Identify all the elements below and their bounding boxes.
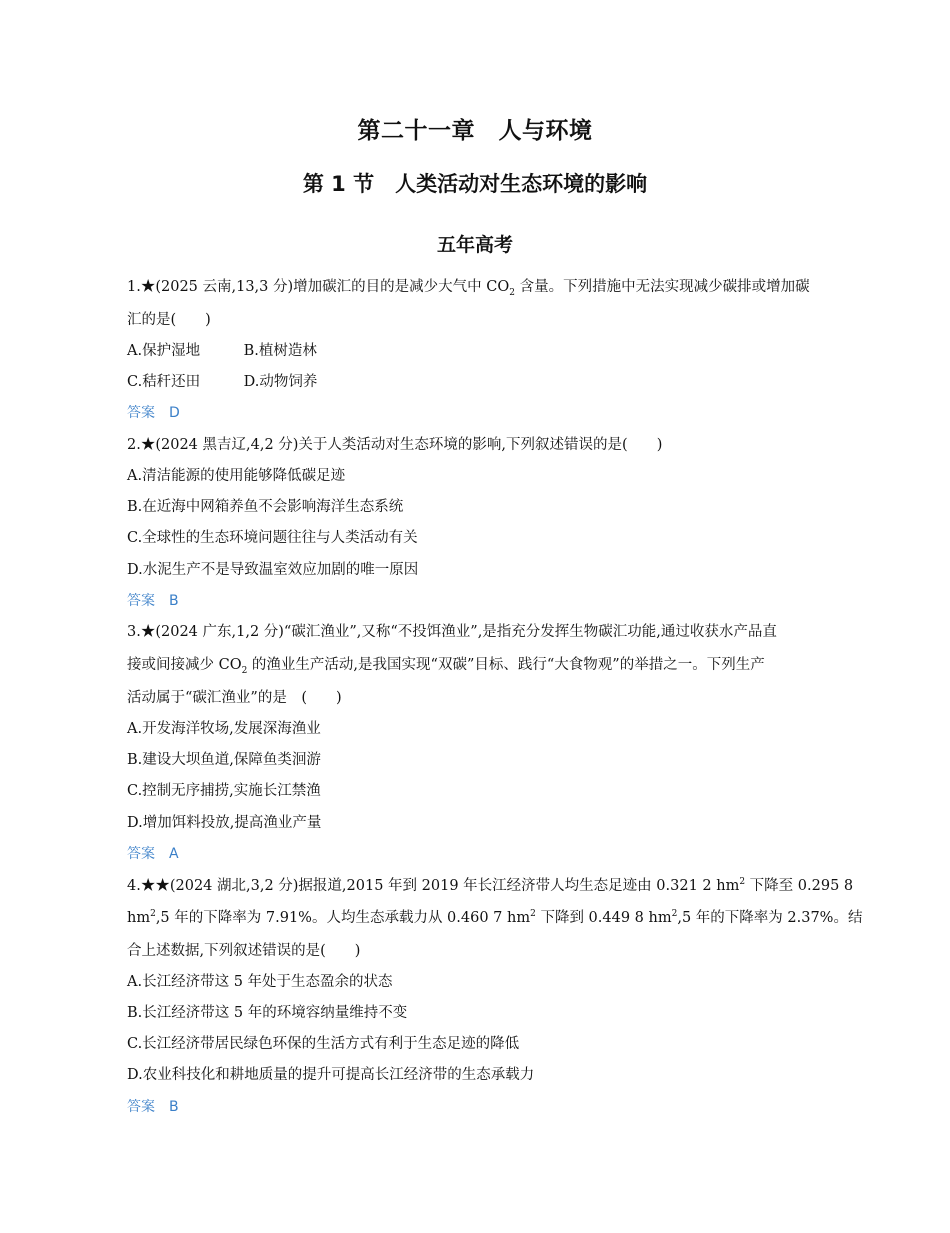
q1-stem-line1	[127, 277, 810, 297]
q3-option-d: D.增加饵料投放,提高渔业产量	[127, 815, 322, 831]
q4-stem-line3: 合上述数据,下列叙述错误的是( )	[127, 943, 361, 959]
q4-stem-text-d2: ,5 年的下降率为 2.37%。结	[677, 910, 863, 926]
q4-option-c: C.长江经济带居民绿色环保的生活方式有利于生态足迹的降低	[127, 1036, 520, 1052]
q1-stem-text-b: 含量。下列措施中无法实现减少碳排或增加碳	[515, 279, 810, 295]
q3-stem-text-b: 的渔业生产活动,是我国实现“双碳”目标、践行“大食物观”的举措之一。下列生产	[247, 657, 765, 673]
q1-stem-line2: 汇的是( )	[127, 312, 211, 328]
q4-option-b: B.长江经济带这 5 年的环境容纳量维持不变	[127, 1005, 408, 1021]
chapter-title: 第二十一章 人与环境	[357, 118, 593, 144]
q2-option-b: B.在近海中网箱养鱼不会影响海洋生态系统	[127, 499, 404, 515]
q3-option-b: B.建设大坝鱼道,保障鱼类洄游	[127, 752, 321, 768]
q3-answer: 答案 A	[127, 846, 179, 862]
q3-option-c: C.控制无序捕捞,实施长江禁渔	[127, 783, 321, 799]
q4-stem-text-b: 下降至 0.295 8	[745, 878, 854, 894]
q2-answer: 答案 B	[127, 593, 179, 609]
q4-option-a: A.长江经济带这 5 年处于生态盈余的状态	[127, 974, 393, 990]
q2-option-a: A.清洁能源的使用能够降低碳足迹	[127, 468, 346, 484]
q1-stem-text-a: 1.★(2025 云南,13,3 分)增加碳汇的目的是减少大气中 CO	[127, 279, 510, 295]
q3-stem-line2	[127, 655, 765, 675]
q4-answer: 答案 B	[127, 1099, 179, 1115]
q1-options-row2: C.秸秆还田 D.动物饲养	[127, 374, 318, 390]
q2-option-c: C.全球性的生态环境问题往往与人类活动有关	[127, 530, 418, 546]
subsection-title: 五年高考	[436, 234, 513, 256]
q4-stem-line2	[127, 908, 862, 928]
q3-stem-line1: 3.★(2024 广东,1,2 分)“碳汇渔业”,又称“不投饵渔业”,是指充分发挥生物碳汇功能,通过收获水产品直	[127, 624, 777, 640]
q4-stem-line1	[127, 876, 853, 896]
unit-superscript: 2	[150, 909, 156, 920]
unit-superscript: 2	[739, 877, 746, 888]
q4-stem-text-a: 4.★★(2024 湖北,3,2 分)据报道,2015 年到 2019 年长江经济带人均生态足迹由 0.321 2 hm	[127, 878, 740, 894]
q3-stem-text-a: 接或间接减少 CO	[127, 657, 242, 673]
q3-option-a: A.开发海洋牧场,发展深海渔业	[127, 721, 321, 737]
q4-stem-text-c2: 下降到 0.449 8 hm	[535, 910, 672, 926]
q2-option-d: D.水泥生产不是导致温室效应加剧的唯一原因	[127, 562, 419, 578]
q2-stem: 2.★(2024 黑吉辽,4,2 分)关于人类活动对生态环境的影响,下列叙述错误的是( )	[127, 437, 663, 453]
unit-superscript: 2	[671, 909, 678, 920]
q4-stem-text-b2: ,5 年的下降率为 7.91%。人均生态承载力从 0.460 7 hm	[155, 910, 531, 926]
co2-subscript: 2	[509, 287, 515, 298]
q4-stem-text-a2: hm	[127, 910, 151, 926]
q4-option-d: D.农业科技化和耕地质量的提升可提高长江经济带的生态承载力	[127, 1067, 535, 1083]
section-title: 第 1 节 人类活动对生态环境的影响	[302, 172, 648, 196]
q1-answer: 答案 D	[127, 405, 180, 421]
q3-stem-line3: 活动属于“碳汇渔业”的是 ( )	[127, 690, 342, 706]
q1-options-row1: A.保护湿地 B.植树造林	[127, 343, 317, 359]
unit-superscript: 2	[530, 909, 536, 920]
co2-subscript: 2	[241, 665, 248, 676]
